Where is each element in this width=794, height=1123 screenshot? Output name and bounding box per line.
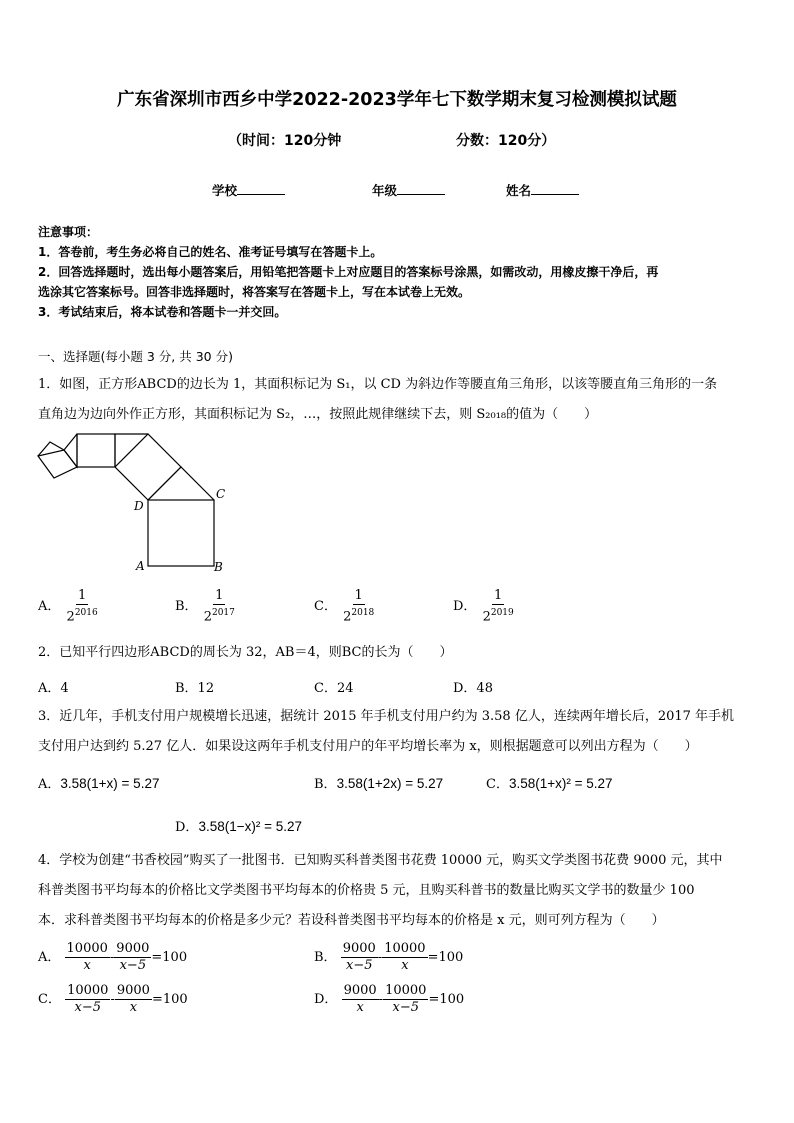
q2-option-b[interactable]: B．12 — [175, 681, 215, 696]
option-letter: C． — [38, 992, 61, 1007]
fraction-num: 1 — [494, 588, 503, 603]
exam-score: 分数：120分） — [456, 133, 556, 149]
fraction-num: 10000 — [385, 983, 427, 998]
fraction-1 — [341, 941, 378, 974]
fraction-den: x−5 — [74, 1000, 102, 1015]
q3-option-b[interactable] — [314, 773, 443, 792]
fraction-num: 10000 — [67, 983, 109, 998]
option-letter: D． — [175, 820, 199, 835]
notice-title: 注意事项： — [38, 225, 99, 239]
school-label: 学校 — [212, 183, 238, 198]
q4-option-d[interactable]: D． $\frac{9000}{x}$ - $\frac{10000}{x-5}$ =100 — [314, 983, 465, 1015]
option-equation: 3.58(1+2x) = 5.27 — [336, 776, 444, 791]
q1-line: 直角边为边向外作正方形，其面积标记为 S₂，…，按照此规律继续下去，则 S₂₀₁₈的值为（ ） — [38, 407, 598, 422]
q3-line: 3．近几年，手机支付用户规模增长迅速，据统计 2015 年手机支付用户约为 3.58 亿人，连续两年增长后，2017 年手机 — [38, 709, 735, 724]
notice-section — [38, 222, 758, 322]
name-field — [506, 181, 579, 199]
square-2 — [115, 434, 181, 500]
q3-text — [38, 702, 760, 762]
fraction-den: x — [83, 958, 91, 973]
q1-option-a[interactable] — [38, 588, 100, 625]
fraction-2 — [382, 941, 427, 974]
square-4 — [38, 450, 77, 478]
fraction-num: 9000 — [116, 941, 150, 956]
fraction-1 — [342, 983, 379, 1016]
fraction-base: 2 — [343, 609, 352, 625]
square-abcd — [148, 500, 214, 566]
triangle-1 — [148, 467, 214, 500]
fraction-num: 1 — [354, 588, 363, 603]
option-fraction — [341, 588, 376, 625]
fraction-num: 1 — [77, 588, 87, 603]
q4-text — [38, 846, 760, 936]
fraction-exp: 2019 — [490, 608, 514, 618]
option-equation: 3.58(1+x) = 5.27 — [60, 776, 160, 791]
notice-item: 1．答卷前，考生务必将自己的姓名、准考证号填写在答题卡上。 — [38, 245, 383, 259]
exam-time: （时间：120分钟 — [228, 133, 342, 149]
notice-item: 3．考试结束后，将本试卷和答题卡一并交回。 — [38, 305, 287, 319]
q1-text — [38, 370, 760, 430]
option-fraction — [481, 588, 516, 625]
fraction-num: 9000 — [116, 983, 150, 998]
option-letter: B． — [314, 950, 337, 965]
q2-text: 2．已知平行四边形ABCD的周长为 32，AB＝4，则BC的长为（ ） — [38, 645, 453, 660]
fraction-2 — [115, 983, 152, 1016]
notice-item: 选涂其它答案标号。回答非选择题时，将答案写在答题卡上，写在本试卷上无效。 — [38, 285, 471, 299]
fraction-base: 2 — [66, 609, 75, 625]
equation-rhs: =100 — [151, 950, 188, 965]
q3-option-a[interactable] — [38, 773, 159, 792]
notice-item: 2．回答选择题时，选出每小题答案后，用铅笔把答题卡上对应题目的答案标号涂黑，如需改动，用橡皮擦干净后，再 — [38, 265, 659, 279]
option-letter: B． — [314, 777, 337, 792]
option-letter: D． — [453, 599, 477, 615]
option-letter: B． — [175, 599, 198, 615]
q1-option-c[interactable] — [314, 588, 376, 625]
fraction-den: x — [401, 958, 409, 973]
equation-rhs: =100 — [428, 992, 465, 1007]
option-letter: D． — [314, 992, 338, 1007]
q4-option-a[interactable]: A． $\frac{10000}{x}$ - $\frac{9000}{x-5}$ =100 — [38, 941, 188, 973]
fraction-exp: 2017 — [211, 608, 235, 618]
option-letter: C． — [314, 599, 337, 615]
q4-line: 4．学校为创建“书香校园”购买了一批图书．已知购买科普类图书花费 10000 元，购买文学类图书花费 9000 元，其中 — [38, 853, 723, 868]
square-3 — [77, 434, 115, 467]
fraction-1 — [65, 983, 110, 1016]
fraction-num: 9000 — [342, 941, 376, 956]
q3-option-d[interactable] — [175, 816, 302, 835]
equation-rhs: =100 — [151, 992, 188, 1007]
q2-option-d[interactable]: D．48 — [453, 681, 493, 696]
q3-option-c[interactable] — [486, 773, 613, 792]
fraction-2 — [114, 941, 151, 974]
q2-option-c[interactable]: C．24 — [314, 681, 354, 696]
grade-blank — [397, 182, 445, 195]
q1-line: 1．如图，正方形ABCD的边长为 1，其面积标记为 S₁，以 CD 为斜边作等腰直角三角形，以该等腰直角三角形的一条 — [38, 377, 718, 392]
fraction-exp: 2016 — [74, 608, 98, 618]
option-letter: A． — [38, 777, 61, 792]
fraction-2 — [383, 983, 428, 1016]
name-label: 姓名 — [506, 183, 532, 198]
fraction-num: 10000 — [384, 941, 426, 956]
label-a: A — [136, 559, 145, 573]
label-d: D — [134, 499, 144, 513]
q4-option-b[interactable]: B． $\frac{9000}{x-5}$ - $\frac{10000}{x}$ =100 — [314, 941, 464, 973]
q2-option-a[interactable]: A．4 — [38, 681, 69, 696]
fraction-num: 10000 — [66, 941, 108, 956]
option-equation: 3.58(1+x)² = 5.27 — [508, 776, 613, 791]
option-equation: 3.58(1−x)² = 5.27 — [198, 819, 303, 834]
section-heading: 一、选择题(每小题 3 分, 共 30 分) — [38, 349, 233, 364]
fraction-base: 2 — [482, 609, 491, 625]
fraction-den: x — [129, 1000, 138, 1015]
q1-option-d[interactable] — [453, 588, 516, 625]
label-c: C — [216, 487, 226, 501]
fraction-1 — [65, 941, 110, 974]
fraction-den: x−5 — [392, 1000, 419, 1015]
fraction-base: 2 — [203, 609, 212, 625]
option-letter: C． — [486, 777, 509, 792]
q4-line: 本．求科普类图书平均每本的价格是多少元？若设科普类图书平均每本的价格是 x 元，则可列方程为（ ） — [38, 913, 665, 928]
fraction-den: x — [356, 1000, 364, 1015]
option-letter: A． — [38, 599, 61, 615]
q4-line: 科普类图书平均每本的价格比文学类图书平均每本的价格贵 5 元，且购买科普书的数量比购买文学书的数量少 100 — [38, 883, 695, 898]
triangle-3 — [64, 434, 77, 467]
triangle-4 — [38, 442, 64, 456]
q4-option-c[interactable]: C． $\frac{10000}{x-5}$ - $\frac{9000}{x}$ =100 — [38, 983, 188, 1015]
name-blank — [531, 182, 579, 195]
q1-figure — [34, 430, 234, 580]
grade-label: 年级 — [372, 183, 398, 198]
fraction-den: x−5 — [346, 958, 373, 973]
q1-option-b[interactable] — [175, 588, 237, 625]
option-fraction — [202, 588, 237, 625]
school-field — [212, 181, 285, 199]
page-title: 广东省深圳市西乡中学2022-2023学年七下数学期末复习检测模拟试题 — [117, 90, 677, 110]
label-b: B — [214, 560, 223, 574]
fraction-num: 1 — [215, 588, 224, 603]
option-letter: A． — [38, 950, 61, 965]
fraction-exp: 2018 — [351, 608, 375, 618]
school-blank — [237, 182, 285, 195]
equation-rhs: =100 — [427, 950, 464, 965]
grade-field — [372, 181, 445, 199]
q3-line: 支付用户达到约 5.27 亿人．如果设这两年手机支付用户的年平均增长率为 x，则根据题意可以列出方程为（ ） — [38, 739, 698, 754]
fraction-den: x−5 — [119, 958, 147, 973]
option-fraction — [65, 588, 100, 625]
fraction-num: 9000 — [343, 983, 377, 998]
